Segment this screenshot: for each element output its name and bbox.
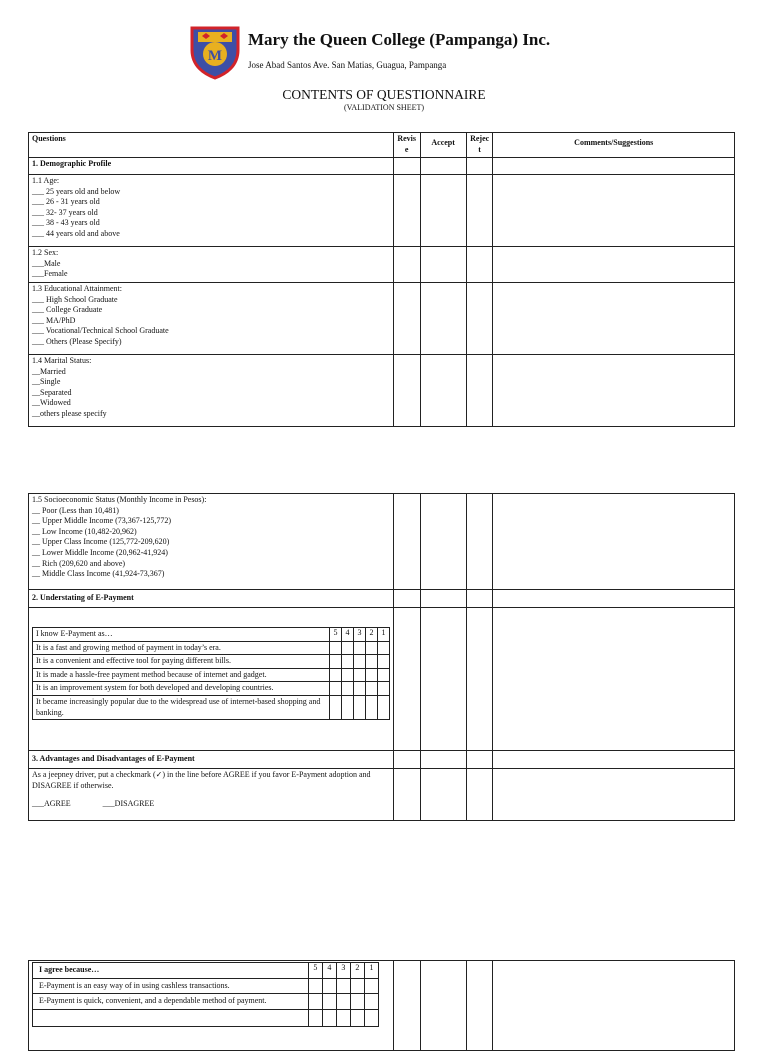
reject-cell[interactable] xyxy=(466,751,493,769)
comments-cell[interactable] xyxy=(493,769,735,821)
comments-cell[interactable] xyxy=(493,494,735,590)
rating-cell[interactable] xyxy=(322,994,336,1010)
likert-row xyxy=(33,978,379,994)
question-row-income xyxy=(29,494,735,590)
revise-cell[interactable] xyxy=(393,355,420,427)
rating-cell[interactable] xyxy=(336,994,350,1010)
rating-cell[interactable] xyxy=(364,978,378,994)
rating-cell[interactable] xyxy=(354,682,366,696)
option: ___Male xyxy=(32,258,61,268)
rating-cell[interactable] xyxy=(354,695,366,719)
revise-cell[interactable] xyxy=(393,608,420,751)
likert-item: It is made a hassle-free payment method because of internet and gadget. xyxy=(33,668,330,682)
comments-cell[interactable] xyxy=(493,158,735,175)
comments-cell[interactable] xyxy=(493,961,735,1051)
likert-item: It became increasingly popular due to the widespread use of internet-based shopping and banking. xyxy=(33,695,330,719)
revise-cell[interactable] xyxy=(393,283,420,355)
accept-cell[interactable] xyxy=(420,769,466,821)
rating-cell[interactable] xyxy=(322,978,336,994)
revise-cell[interactable] xyxy=(393,175,420,247)
question-row-age xyxy=(29,175,735,247)
header-comments: Comments/Suggestions xyxy=(493,133,735,158)
page-title: CONTENTS OF QUESTIONNAIRE xyxy=(282,87,486,102)
header-revise: Revis e xyxy=(393,133,420,158)
likert-table-agree xyxy=(32,962,379,1027)
rating-cell[interactable] xyxy=(330,682,342,696)
revise-cell[interactable] xyxy=(393,590,420,608)
page-subtitle: (VALIDATION SHEET) xyxy=(343,103,425,112)
disagree-option[interactable]: ___DISAGREE xyxy=(102,799,155,809)
comments-cell[interactable] xyxy=(493,355,735,427)
question-row-know xyxy=(29,608,735,751)
rating-cell[interactable] xyxy=(350,978,364,994)
option: ___ 25 years old and below xyxy=(32,186,121,196)
accept-cell[interactable] xyxy=(420,175,466,247)
rating-cell[interactable] xyxy=(354,668,366,682)
section-demographic: 1. Demographic Profile xyxy=(29,158,394,175)
rating-cell[interactable] xyxy=(354,655,366,669)
section-row-understanding xyxy=(29,590,735,608)
section-row-advantages xyxy=(29,751,735,769)
likert-row xyxy=(33,994,379,1010)
option: ___ Others (Please Specify) xyxy=(32,336,122,346)
scale-1: 1 xyxy=(378,628,390,642)
question-know xyxy=(29,608,394,751)
rating-cell[interactable] xyxy=(330,668,342,682)
comments-cell[interactable] xyxy=(493,283,735,355)
scale-1: 1 xyxy=(364,963,378,979)
validation-table-3 xyxy=(28,960,735,1051)
option: __ Low Income (10,482-20,962) xyxy=(32,526,137,536)
scale-4: 4 xyxy=(342,628,354,642)
scale-2: 2 xyxy=(350,963,364,979)
validation-table-1 xyxy=(28,132,735,427)
table-header-row xyxy=(29,133,735,158)
reject-cell[interactable] xyxy=(466,494,493,590)
school-crest-icon xyxy=(188,22,242,80)
option: __Married xyxy=(32,366,66,376)
option: ___ MA/PhD xyxy=(32,315,76,325)
question-row-agree-because xyxy=(29,961,735,1051)
rating-cell[interactable] xyxy=(378,641,390,655)
likert-item: It is a fast and growing method of payment in today’s era. xyxy=(33,641,330,655)
rating-cell[interactable] xyxy=(366,641,378,655)
accept-cell[interactable] xyxy=(420,158,466,175)
option: ___ 32- 37 years old xyxy=(32,207,98,217)
likert-table-know xyxy=(32,627,390,720)
rating-cell[interactable] xyxy=(308,994,322,1010)
scale-4: 4 xyxy=(322,963,336,979)
option: __Separated xyxy=(32,387,72,397)
likert-item: It is a convenient and effective tool for paying different bills. xyxy=(33,655,330,669)
rating-cell[interactable] xyxy=(378,655,390,669)
likert-row xyxy=(33,641,390,655)
comments-cell[interactable] xyxy=(493,247,735,283)
section-understanding: 2. Understating of E-Payment xyxy=(29,590,394,608)
header-reject: Rejec t xyxy=(466,133,493,158)
revise-cell[interactable] xyxy=(393,158,420,175)
option: ___ 44 years old and above xyxy=(32,228,120,238)
option: ___ High School Graduate xyxy=(32,294,118,304)
accept-cell[interactable] xyxy=(420,961,466,1051)
scale-5: 5 xyxy=(308,963,322,979)
rating-cell[interactable] xyxy=(342,668,354,682)
rating-cell[interactable] xyxy=(330,695,342,719)
validation-table-2 xyxy=(28,493,735,821)
reject-cell[interactable] xyxy=(466,283,493,355)
question-row-sex xyxy=(29,247,735,283)
school-name: Mary the Queen College (Pampanga) Inc. xyxy=(248,30,551,49)
option: ___ 26 - 31 years old xyxy=(32,197,100,207)
question-age xyxy=(29,175,394,247)
reject-cell[interactable] xyxy=(466,590,493,608)
document-header xyxy=(0,0,768,130)
option: __ Poor (Less than 10,481) xyxy=(32,505,119,515)
revise-cell[interactable] xyxy=(393,769,420,821)
option: ___Female xyxy=(32,269,68,279)
reject-cell[interactable] xyxy=(466,355,493,427)
reject-cell[interactable] xyxy=(466,608,493,751)
likert-row xyxy=(33,695,390,719)
revise-cell[interactable] xyxy=(393,494,420,590)
question-row-marital xyxy=(29,355,735,427)
likert-item: E-Payment is quick, convenient, and a dependable method of payment. xyxy=(33,994,309,1010)
likert-header-label: I agree because… xyxy=(33,963,309,979)
rating-cell[interactable] xyxy=(378,668,390,682)
option: ___ 38 - 43 years old xyxy=(32,218,100,228)
question-title: 1.4 Marital Status: xyxy=(32,356,92,365)
section-row-demographic xyxy=(29,158,735,175)
header-questions: Questions xyxy=(29,133,394,158)
accept-cell[interactable] xyxy=(420,494,466,590)
question-education xyxy=(29,283,394,355)
rating-cell[interactable] xyxy=(366,668,378,682)
scale-3: 3 xyxy=(336,963,350,979)
rating-cell[interactable] xyxy=(342,641,354,655)
accept-cell[interactable] xyxy=(420,283,466,355)
scale-2: 2 xyxy=(366,628,378,642)
school-address: Jose Abad Santos Ave. San Matias, Guagua, Pampanga xyxy=(248,60,447,70)
option: __Single xyxy=(32,377,61,387)
section-advantages: 3. Advantages and Disadvantages of E-Payment xyxy=(29,751,394,769)
comments-cell[interactable] xyxy=(493,751,735,769)
likert-item: It is an improvement system for both developed and developing countries. xyxy=(33,682,330,696)
question-row-education xyxy=(29,283,735,355)
likert-item: E-Payment is an easy way of in using cashless transactions. xyxy=(33,978,309,994)
question-title: 1.5 Socioeconomic Status (Monthly Income in Pesos): xyxy=(32,495,207,504)
revise-cell[interactable] xyxy=(393,751,420,769)
comments-cell[interactable] xyxy=(493,608,735,751)
option: ___ Vocational/Technical School Graduate xyxy=(32,326,169,336)
rating-cell[interactable] xyxy=(350,994,364,1010)
question-income xyxy=(29,494,394,590)
rating-cell[interactable] xyxy=(336,978,350,994)
option: __others please specify xyxy=(32,408,107,418)
rating-cell[interactable] xyxy=(330,655,342,669)
rating-cell[interactable] xyxy=(354,641,366,655)
question-agree xyxy=(29,769,394,821)
accept-cell[interactable] xyxy=(420,608,466,751)
rating-cell[interactable] xyxy=(366,655,378,669)
likert-header-label: I know E-Payment as… xyxy=(33,628,330,642)
option: __ Lower Middle Income (20,962-41,924) xyxy=(32,547,168,557)
question-title: 1.1 Age: xyxy=(32,176,60,185)
reject-cell[interactable] xyxy=(466,247,493,283)
agree-instructions: As a jeepney driver, put a checkmark (✓) in the line before AGREE if you favor E-Payment adoption and DISAGREE if otherwise. xyxy=(32,770,371,790)
likert-header xyxy=(33,628,390,642)
reject-cell[interactable] xyxy=(466,175,493,247)
likert-row xyxy=(33,655,390,669)
option: __ Upper Middle Income (73,367-125,772) xyxy=(32,516,172,526)
reject-cell[interactable] xyxy=(466,961,493,1051)
accept-cell[interactable] xyxy=(420,355,466,427)
rating-cell[interactable] xyxy=(378,682,390,696)
option: __ Middle Class Income (41,924-73,367) xyxy=(32,569,165,579)
accept-cell[interactable] xyxy=(420,751,466,769)
question-title: 1.2 Sex: xyxy=(32,248,59,257)
revise-cell[interactable] xyxy=(393,961,420,1051)
agree-option[interactable]: ___AGREE xyxy=(32,799,71,809)
rating-cell[interactable] xyxy=(366,682,378,696)
crest-letter: M xyxy=(207,48,223,64)
option: __ Upper Class Income (125,772-209,620) xyxy=(32,537,170,547)
accept-cell[interactable] xyxy=(420,247,466,283)
accept-cell[interactable] xyxy=(420,590,466,608)
comments-cell[interactable] xyxy=(493,590,735,608)
revise-cell[interactable] xyxy=(393,247,420,283)
question-sex xyxy=(29,247,394,283)
question-row-agree xyxy=(29,769,735,821)
rating-cell[interactable] xyxy=(308,978,322,994)
reject-cell[interactable] xyxy=(466,769,493,821)
rating-cell[interactable] xyxy=(378,695,390,719)
scale-3: 3 xyxy=(354,628,366,642)
option: __Widowed xyxy=(32,398,71,408)
likert-row xyxy=(33,682,390,696)
question-agree-because xyxy=(29,961,394,1051)
option: ___ College Graduate xyxy=(32,305,103,315)
likert-header xyxy=(33,963,379,979)
option: __ Rich (209,620 and above) xyxy=(32,558,126,568)
scale-5: 5 xyxy=(330,628,342,642)
rating-cell[interactable] xyxy=(342,655,354,669)
likert-row xyxy=(33,668,390,682)
rating-cell[interactable] xyxy=(366,695,378,719)
rating-cell[interactable] xyxy=(330,641,342,655)
comments-cell[interactable] xyxy=(493,175,735,247)
question-title: 1.3 Educational Attainment: xyxy=(32,284,122,293)
header-accept: Accept xyxy=(420,133,466,158)
question-marital xyxy=(29,355,394,427)
reject-cell[interactable] xyxy=(466,158,493,175)
rating-cell[interactable] xyxy=(364,994,378,1010)
agree-options xyxy=(32,799,390,810)
rating-cell[interactable] xyxy=(342,695,354,719)
rating-cell[interactable] xyxy=(342,682,354,696)
